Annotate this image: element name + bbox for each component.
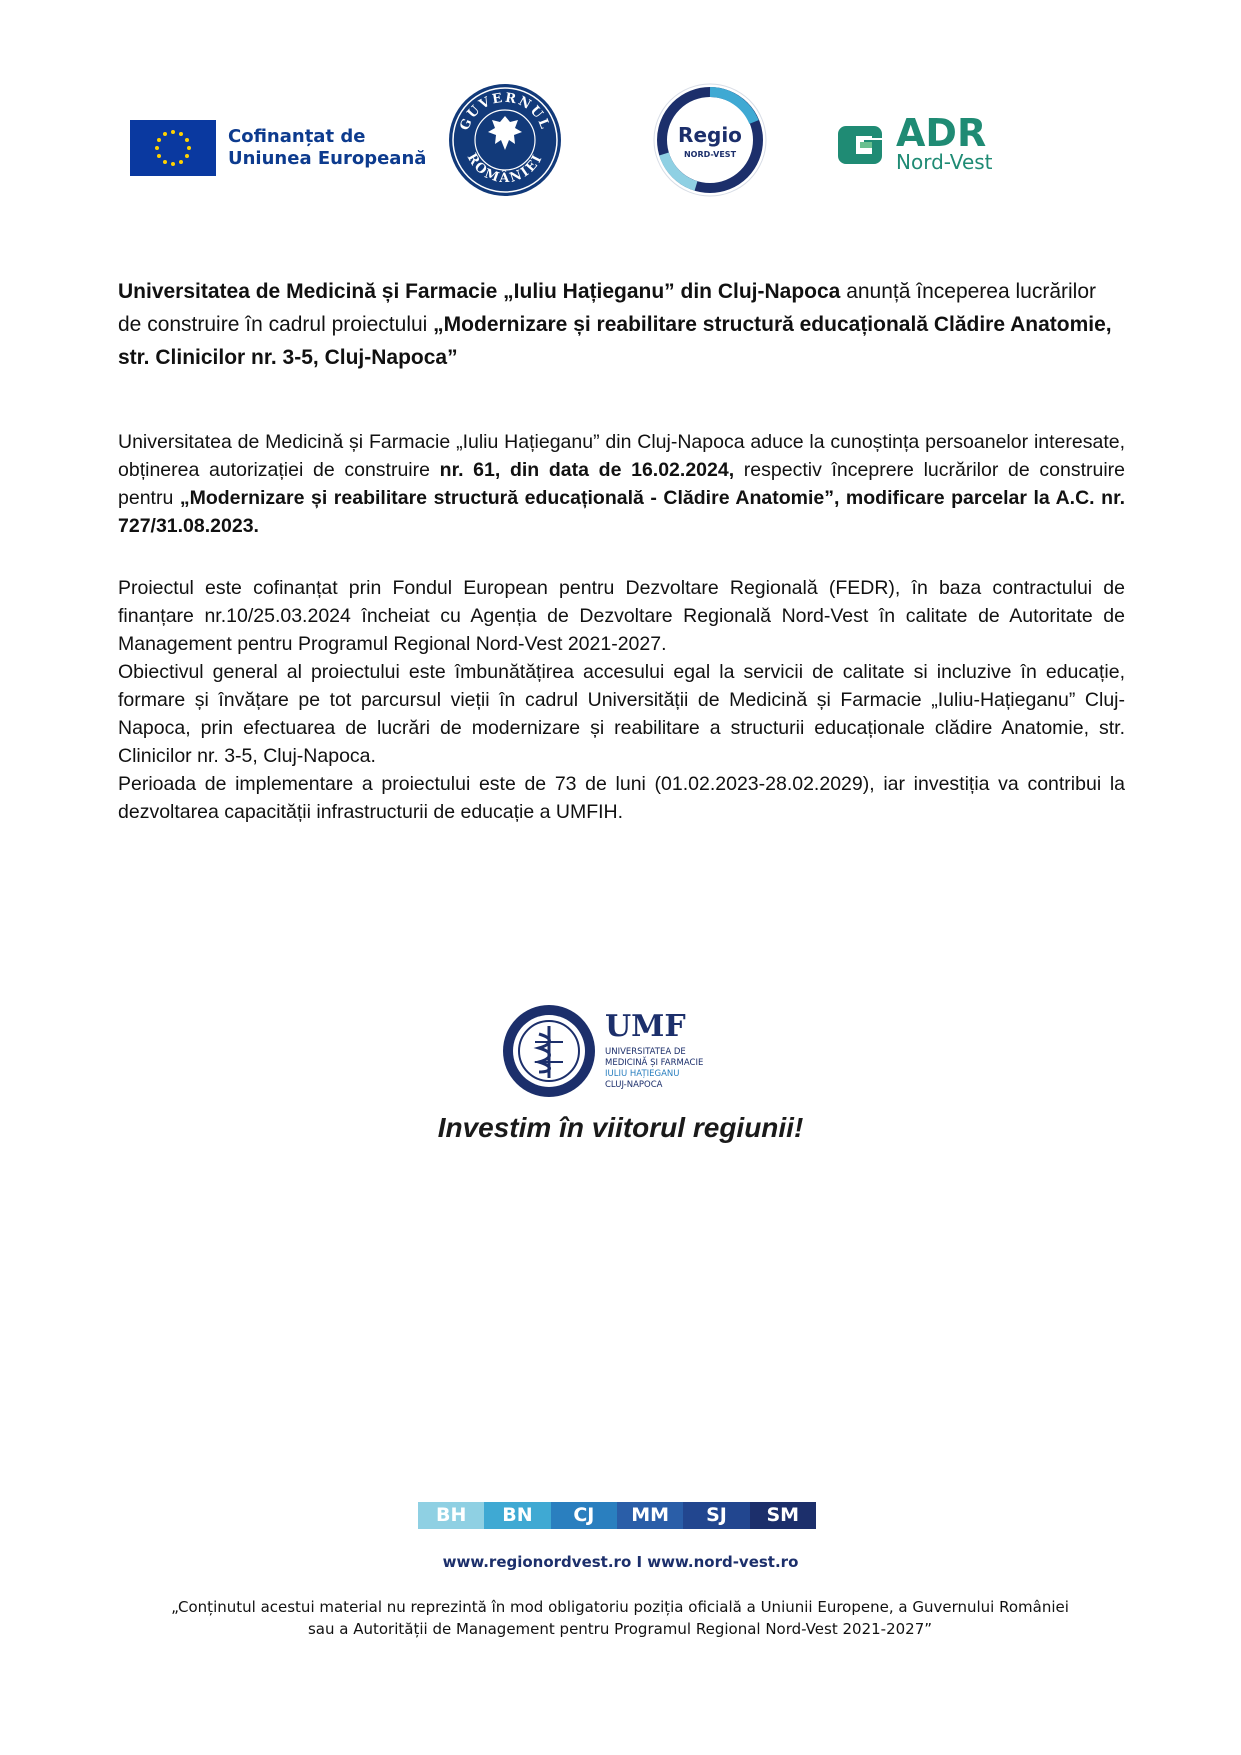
p2-period: Perioada de implementare a proiectului este de 73 de luni (01.02.2023-28.02.2029), iar investiția va contribui la dezvoltarea capacității infrastructurii de educație a UMFIH. <box>118 773 1125 823</box>
umf-line3: IULIU HAȚIEGANU <box>605 1069 680 1079</box>
disclaimer-line2: sau a Autorității de Management pentru Programul Regional Nord-Vest 2021-2027” <box>307 1620 933 1638</box>
footer-disclaimer <box>120 1596 1120 1640</box>
umf-acronym: UMF <box>605 1009 686 1044</box>
p2-financing: Proiectul este cofinanțat prin Fondul European pentru Dezvoltare Regională (FEDR), în baza contractului de finanțare nr.10/25.03.2024 încheiat cu Agenția de Dezvoltare Regională Nord-Vest în calitate de Autoritate de Management pentru Programul Regional Nord-Vest 2021-2027. <box>118 577 1125 655</box>
adr-nord-vest-logo <box>838 111 993 174</box>
county-sm: SM <box>750 1502 816 1529</box>
gov-seal-bottom-text: ROMÂNIEI <box>463 150 547 187</box>
logo-bar <box>0 70 1241 220</box>
regio-nord-vest-logo <box>650 80 770 200</box>
umf-line1: UNIVERSITATEA DE <box>605 1047 686 1057</box>
announcement-lead <box>118 275 1125 374</box>
lead-project-title: „Modernizare și reabilitare structură educațională Clădire Anatomie, str. Clinicilor nr. 3-5, Cluj-Napoca” <box>118 313 1112 369</box>
gov-seal-top-text: GUVERNUL <box>457 90 553 133</box>
slogan: Investim în viitorul regiunii! <box>437 1112 804 1143</box>
romanian-government-seal <box>447 82 563 198</box>
project-details-paragraph <box>118 574 1125 826</box>
p2-objective: Obiectivul general al proiectului este îmbunătățirea accesului egal la servicii de calitate si incluzive în educație, formare și învățare pe tot parcursul vieții în cadrul Universității de Medicină și Farmacie „Iuliu-Hațieganu” Cluj-Napoca, prin efectuarea de lucrări de modernizare și reabilitare a structurii educaționale clădire Anatomie, str. Clinicilor nr. 3-5, Cluj-Napoca. <box>118 661 1125 767</box>
regio-sub-text: NORD-VEST <box>683 150 737 159</box>
county-cj: CJ <box>551 1502 617 1529</box>
eu-cofinancing-logo <box>130 120 426 176</box>
footer-websites: www.regionordvest.ro I www.nord-vest.ro <box>442 1553 799 1571</box>
adr-main-text: ADR <box>896 111 987 155</box>
county-bn: BN <box>484 1502 550 1529</box>
p1-text2: respectiv începrere lucrărilor de construire pentru <box>118 459 1126 509</box>
umf-logo <box>501 1002 721 1100</box>
county-bar <box>418 1502 816 1529</box>
county-bh: BH <box>418 1502 484 1529</box>
regio-main-text: Regio <box>678 123 742 147</box>
umf-line4: CLUJ-NAPOCA <box>605 1080 663 1090</box>
county-mm: MM <box>617 1502 683 1529</box>
p1-project-title: „Modernizare și reabilitare structură educațională - Clădire Anatomie”, modificare parcelar la A.C. nr. 727/31.08.2023. <box>118 487 1125 537</box>
eu-text-line1: Cofinanțat de <box>228 126 366 147</box>
eu-cofinancing-text <box>228 126 426 170</box>
adr-sub-text: Nord-Vest <box>896 150 993 174</box>
adr-symbol-icon <box>838 118 890 170</box>
county-sj: SJ <box>683 1502 749 1529</box>
umf-line2: MEDICINĂ ȘI FARMACIE <box>605 1058 704 1068</box>
p1-authorization-number: nr. 61, din data de 16.02.2024, <box>439 459 735 481</box>
lead-university-name: Universitatea de Medicină și Farmacie „Iuliu Hațieganu” din Cluj-Napoca <box>118 280 841 303</box>
eu-text-line2: Uniunea Europeană <box>228 148 427 169</box>
authorization-paragraph <box>118 428 1125 540</box>
eu-flag-icon <box>130 120 216 176</box>
disclaimer-line1: „Conținutul acestui material nu reprezintă în mod obligatoriu poziția oficială a Uniunii Europene, a Guvernului României <box>171 1598 1069 1616</box>
p1-text1: Universitatea de Medicină și Farmacie „Iuliu Hațieganu” din Cluj-Napoca aduce la cunoștința persoanelor interesate, obținerea autorizației de construire <box>118 431 1125 481</box>
lead-text: anunță începerea lucrărilor de construire în cadrul proiectului <box>118 280 1097 336</box>
